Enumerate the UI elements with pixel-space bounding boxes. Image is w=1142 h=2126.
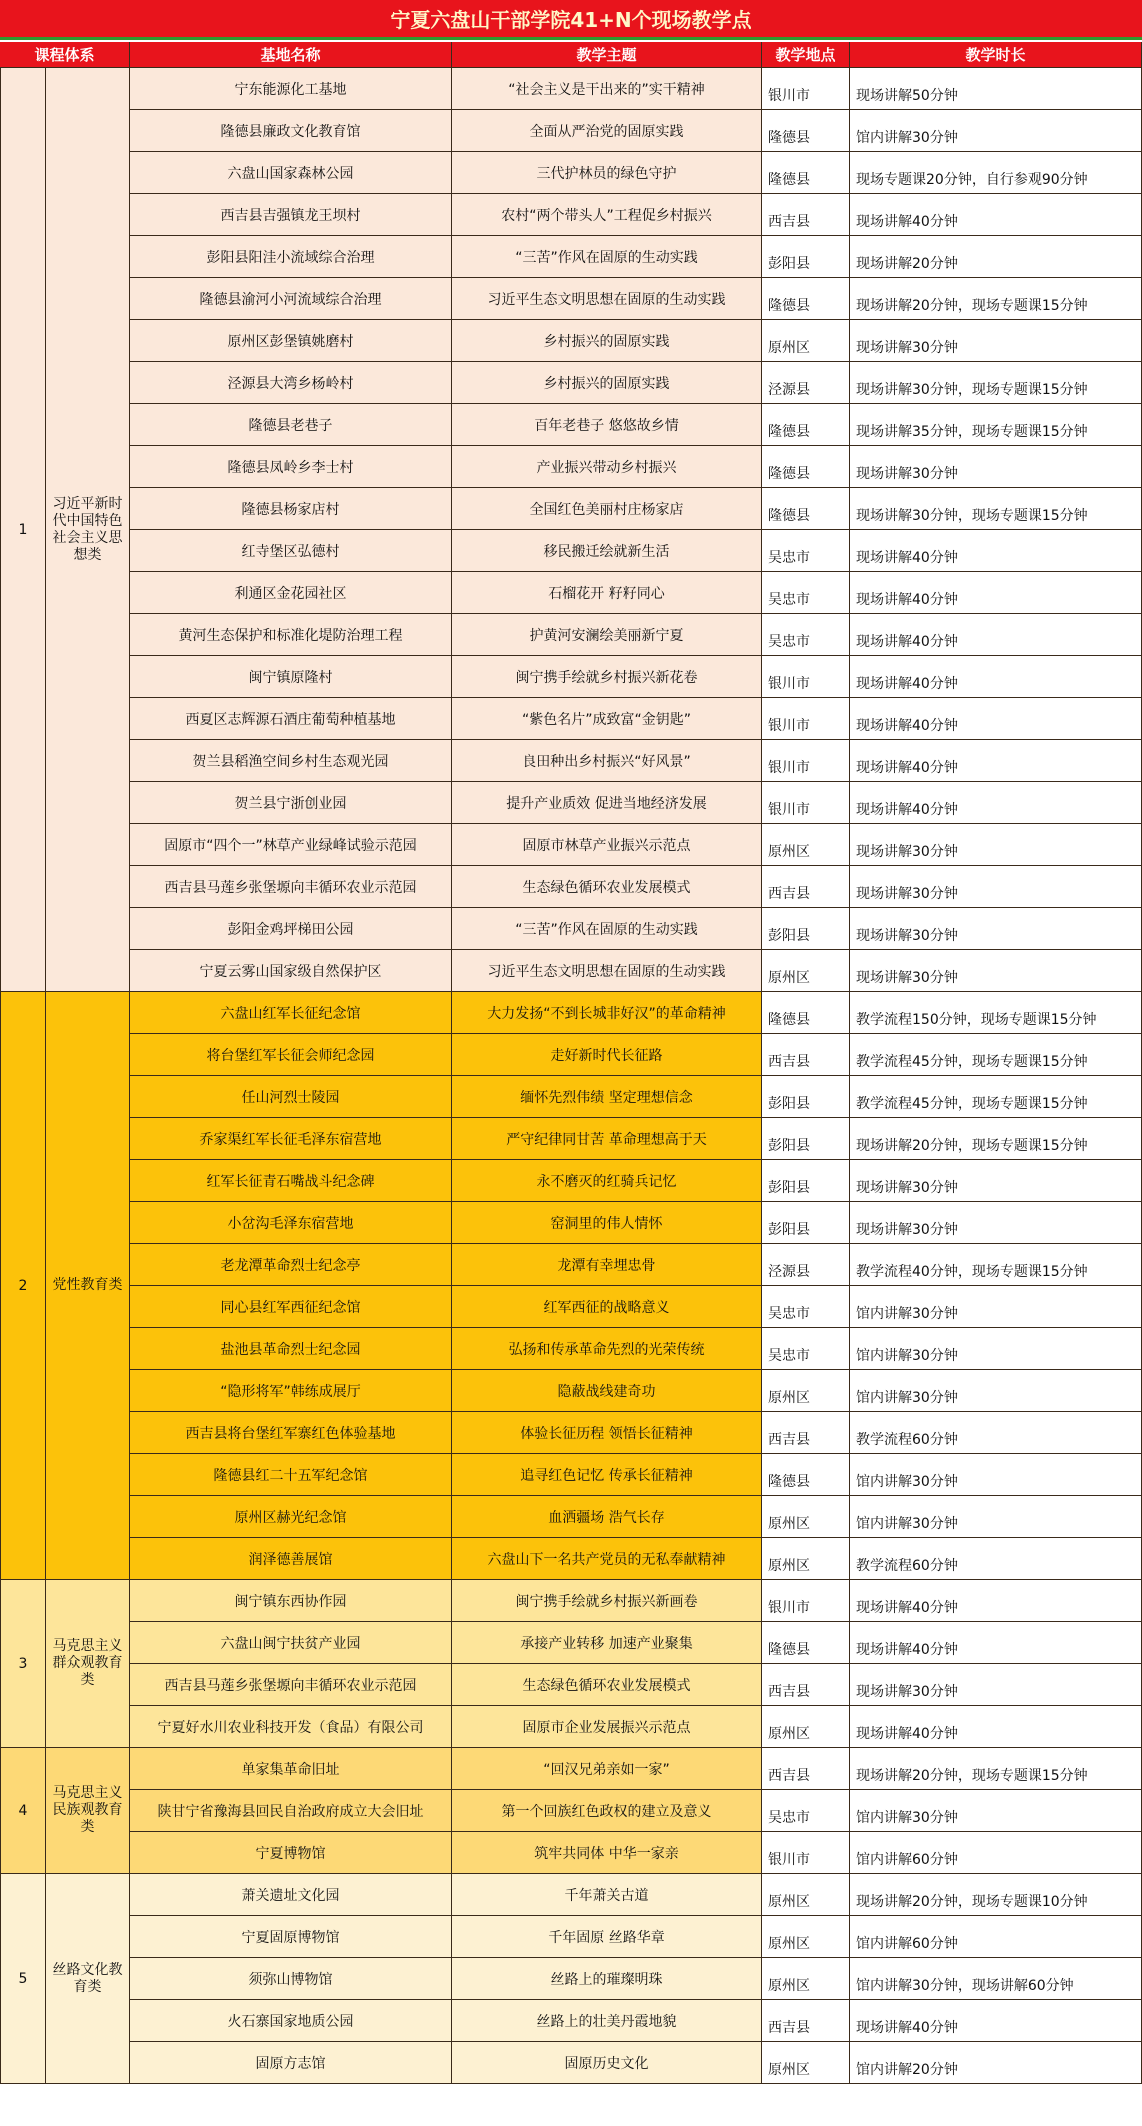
base-name-cell: 宁夏好水川农业科技开发（食品）有限公司: [130, 1706, 452, 1748]
base-name-cell: 宁夏固原博物馆: [130, 1916, 452, 1958]
category-name: 党性教育类: [46, 992, 130, 1580]
location-cell: 吴忠市: [762, 530, 850, 572]
location-cell: 隆德县: [762, 404, 850, 446]
category-name: 丝路文化教育类: [46, 1874, 130, 2084]
theme-cell: 走好新时代长征路: [452, 1034, 762, 1076]
duration-cell: 教学流程45分钟，现场专题课15分钟: [850, 1076, 1142, 1118]
duration-cell: 馆内讲解30分钟，现场讲解60分钟: [850, 1958, 1142, 2000]
duration-cell: 馆内讲解30分钟: [850, 1496, 1142, 1538]
location-cell: 原州区: [762, 1916, 850, 1958]
theme-cell: 全国红色美丽村庄杨家店: [452, 488, 762, 530]
base-name-cell: 贺兰县稻渔空间乡村生态观光园: [130, 740, 452, 782]
duration-cell: 馆内讲解20分钟: [850, 2042, 1142, 2084]
theme-cell: 第一个回族红色政权的建立及意义: [452, 1790, 762, 1832]
location-cell: 银川市: [762, 1832, 850, 1874]
location-cell: 银川市: [762, 1580, 850, 1622]
theme-cell: 习近平生态文明思想在固原的生动实践: [452, 278, 762, 320]
theme-cell: 红军西征的战略意义: [452, 1286, 762, 1328]
base-name-cell: 闽宁镇原隆村: [130, 656, 452, 698]
location-cell: 吴忠市: [762, 1286, 850, 1328]
theme-cell: “三苦”作风在固原的生动实践: [452, 908, 762, 950]
base-name-cell: 泾源县大湾乡杨岭村: [130, 362, 452, 404]
location-cell: 原州区: [762, 1370, 850, 1412]
location-cell: 西吉县: [762, 1412, 850, 1454]
theme-cell: 丝路上的璀璨明珠: [452, 1958, 762, 2000]
base-name-cell: 西吉县吉强镇龙王坝村: [130, 194, 452, 236]
category-name: 习近平新时代中国特色社会主义思想类: [46, 68, 130, 992]
duration-cell: 现场讲解40分钟: [850, 656, 1142, 698]
theme-cell: 乡村振兴的固原实践: [452, 320, 762, 362]
base-name-cell: 隆德县廉政文化教育馆: [130, 110, 452, 152]
theme-cell: 固原市林草产业振兴示范点: [452, 824, 762, 866]
base-name-cell: 原州区赫光纪念馆: [130, 1496, 452, 1538]
theme-cell: 龙潭有幸埋忠骨: [452, 1244, 762, 1286]
duration-cell: 馆内讲解30分钟: [850, 1370, 1142, 1412]
duration-cell: 现场讲解20分钟，现场专题课15分钟: [850, 1748, 1142, 1790]
location-cell: 吴忠市: [762, 1790, 850, 1832]
header-teaching-location: 教学地点: [762, 42, 850, 68]
theme-cell: 良田种出乡村振兴“好风景”: [452, 740, 762, 782]
theme-cell: 产业振兴带动乡村振兴: [452, 446, 762, 488]
duration-cell: 现场讲解20分钟: [850, 236, 1142, 278]
base-name-cell: 隆德县红二十五军纪念馆: [130, 1454, 452, 1496]
base-name-cell: 六盘山闽宁扶贫产业园: [130, 1622, 452, 1664]
base-name-cell: 西吉县将台堡红军寨红色体验基地: [130, 1412, 452, 1454]
location-cell: 银川市: [762, 68, 850, 110]
location-cell: 原州区: [762, 824, 850, 866]
duration-cell: 现场讲解40分钟: [850, 2000, 1142, 2042]
duration-cell: 现场讲解30分钟: [850, 950, 1142, 992]
base-name-cell: 小岔沟毛泽东宿营地: [130, 1202, 452, 1244]
category-number: 5: [0, 1874, 46, 2084]
header-teaching-duration: 教学时长: [850, 42, 1142, 68]
duration-cell: 现场讲解20分钟，现场专题课15分钟: [850, 1118, 1142, 1160]
theme-cell: 固原市企业发展振兴示范点: [452, 1706, 762, 1748]
duration-cell: 教学流程60分钟: [850, 1538, 1142, 1580]
location-cell: 西吉县: [762, 866, 850, 908]
theme-cell: 血洒疆场 浩气长存: [452, 1496, 762, 1538]
location-cell: 隆德县: [762, 1454, 850, 1496]
theme-cell: 永不磨灭的红骑兵记忆: [452, 1160, 762, 1202]
page-title: 宁夏六盘山干部学院41+N个现场教学点: [0, 0, 1142, 40]
duration-cell: 现场讲解40分钟: [850, 1580, 1142, 1622]
theme-cell: 千年固原 丝路华章: [452, 1916, 762, 1958]
duration-cell: 现场讲解40分钟: [850, 1706, 1142, 1748]
location-cell: 隆德县: [762, 152, 850, 194]
base-name-cell: 同心县红军西征纪念馆: [130, 1286, 452, 1328]
location-cell: 彭阳县: [762, 1202, 850, 1244]
base-name-cell: 西夏区志辉源石酒庄葡萄种植基地: [130, 698, 452, 740]
theme-cell: 大力发扬“不到长城非好汉”的革命精神: [452, 992, 762, 1034]
theme-cell: 丝路上的壮美丹霞地貌: [452, 2000, 762, 2042]
base-name-cell: 须弥山博物馆: [130, 1958, 452, 2000]
base-name-cell: 西吉县马莲乡张堡塬向丰循环农业示范园: [130, 1664, 452, 1706]
duration-cell: 现场讲解30分钟: [850, 908, 1142, 950]
base-name-cell: 隆德县渝河小河流域综合治理: [130, 278, 452, 320]
theme-cell: 三代护林员的绿色守护: [452, 152, 762, 194]
theme-cell: 严守纪律同甘苦 革命理想高于天: [452, 1118, 762, 1160]
category-number: 4: [0, 1748, 46, 1874]
theme-cell: 筑牢共同体 中华一家亲: [452, 1832, 762, 1874]
theme-cell: 百年老巷子 悠悠故乡情: [452, 404, 762, 446]
duration-cell: 现场专题课20分钟，自行参观90分钟: [850, 152, 1142, 194]
duration-cell: 馆内讲解30分钟: [850, 1286, 1142, 1328]
theme-cell: “回汉兄弟亲如一家”: [452, 1748, 762, 1790]
base-name-cell: 萧关遗址文化园: [130, 1874, 452, 1916]
base-name-cell: 隆德县老巷子: [130, 404, 452, 446]
duration-cell: 现场讲解30分钟: [850, 1664, 1142, 1706]
duration-cell: 馆内讲解30分钟: [850, 110, 1142, 152]
location-cell: 原州区: [762, 320, 850, 362]
theme-cell: “社会主义是干出来的”实干精神: [452, 68, 762, 110]
base-name-cell: 利通区金花园社区: [130, 572, 452, 614]
theme-cell: 习近平生态文明思想在固原的生动实践: [452, 950, 762, 992]
category-number: 1: [0, 68, 46, 992]
duration-cell: 现场讲解30分钟: [850, 320, 1142, 362]
theme-cell: 六盘山下一名共产党员的无私奉献精神: [452, 1538, 762, 1580]
theme-cell: 追寻红色记忆 传承长征精神: [452, 1454, 762, 1496]
base-name-cell: 原州区彭堡镇姚磨村: [130, 320, 452, 362]
duration-cell: 现场讲解40分钟: [850, 782, 1142, 824]
base-name-cell: 单家集革命旧址: [130, 1748, 452, 1790]
location-cell: 隆德县: [762, 446, 850, 488]
base-name-cell: 宁夏云雾山国家级自然保护区: [130, 950, 452, 992]
category-name: 马克思主义群众观教育类: [46, 1580, 130, 1748]
theme-cell: 弘扬和传承革命先烈的光荣传统: [452, 1328, 762, 1370]
base-name-cell: 隆德县凤岭乡李士村: [130, 446, 452, 488]
location-cell: 吴忠市: [762, 572, 850, 614]
location-cell: 隆德县: [762, 278, 850, 320]
location-cell: 银川市: [762, 656, 850, 698]
location-cell: 吴忠市: [762, 614, 850, 656]
theme-cell: 提升产业质效 促进当地经济发展: [452, 782, 762, 824]
duration-cell: 现场讲解40分钟: [850, 740, 1142, 782]
theme-cell: 闽宁携手绘就乡村振兴新花卷: [452, 656, 762, 698]
duration-cell: 现场讲解20分钟，现场专题课15分钟: [850, 278, 1142, 320]
base-name-cell: 盐池县革命烈士纪念园: [130, 1328, 452, 1370]
location-cell: 银川市: [762, 740, 850, 782]
theme-cell: 农村“两个带头人”工程促乡村振兴: [452, 194, 762, 236]
base-name-cell: 六盘山国家森林公园: [130, 152, 452, 194]
location-cell: 西吉县: [762, 2000, 850, 2042]
base-name-cell: 贺兰县宁浙创业园: [130, 782, 452, 824]
duration-cell: 馆内讲解30分钟: [850, 1454, 1142, 1496]
location-cell: 泾源县: [762, 362, 850, 404]
duration-cell: 现场讲解20分钟，现场专题课10分钟: [850, 1874, 1142, 1916]
location-cell: 彭阳县: [762, 908, 850, 950]
location-cell: 彭阳县: [762, 1076, 850, 1118]
location-cell: 西吉县: [762, 194, 850, 236]
duration-cell: 现场讲解30分钟: [850, 824, 1142, 866]
teaching-sites-table: [0, 42, 1142, 2126]
header-base-name: 基地名称: [130, 42, 452, 68]
duration-cell: 现场讲解40分钟: [850, 572, 1142, 614]
base-name-cell: 彭阳县阳洼小流域综合治理: [130, 236, 452, 278]
base-name-cell: 宁夏博物馆: [130, 1832, 452, 1874]
duration-cell: 教学流程40分钟，现场专题课15分钟: [850, 1244, 1142, 1286]
category-number: 3: [0, 1580, 46, 1748]
base-name-cell: 红军长征青石嘴战斗纪念碑: [130, 1160, 452, 1202]
location-cell: 原州区: [762, 1496, 850, 1538]
duration-cell: 现场讲解40分钟: [850, 614, 1142, 656]
location-cell: 原州区: [762, 1706, 850, 1748]
location-cell: 银川市: [762, 782, 850, 824]
theme-cell: 缅怀先烈伟绩 坚定理想信念: [452, 1076, 762, 1118]
location-cell: 彭阳县: [762, 236, 850, 278]
duration-cell: 教学流程150分钟，现场专题课15分钟: [850, 992, 1142, 1034]
theme-cell: 窑洞里的伟人情怀: [452, 1202, 762, 1244]
duration-cell: 现场讲解30分钟: [850, 866, 1142, 908]
base-name-cell: 彭阳金鸡坪梯田公园: [130, 908, 452, 950]
theme-cell: 闽宁携手绘就乡村振兴新画卷: [452, 1580, 762, 1622]
location-cell: 原州区: [762, 2042, 850, 2084]
duration-cell: 现场讲解40分钟: [850, 698, 1142, 740]
location-cell: 西吉县: [762, 1748, 850, 1790]
base-name-cell: 六盘山红军长征纪念馆: [130, 992, 452, 1034]
base-name-cell: 火石寨国家地质公园: [130, 2000, 452, 2042]
base-name-cell: 陕甘宁省豫海县回民自治政府成立大会旧址: [130, 1790, 452, 1832]
theme-cell: 石榴花开 籽籽同心: [452, 572, 762, 614]
duration-cell: 馆内讲解30分钟: [850, 1328, 1142, 1370]
duration-cell: 现场讲解30分钟: [850, 446, 1142, 488]
theme-cell: 千年萧关古道: [452, 1874, 762, 1916]
base-name-cell: 固原方志馆: [130, 2042, 452, 2084]
theme-cell: 护黄河安澜绘美丽新宁夏: [452, 614, 762, 656]
duration-cell: 现场讲解50分钟: [850, 68, 1142, 110]
header-teaching-theme: 教学主题: [452, 42, 762, 68]
location-cell: 原州区: [762, 950, 850, 992]
duration-cell: 现场讲解35分钟，现场专题课15分钟: [850, 404, 1142, 446]
location-cell: 西吉县: [762, 1034, 850, 1076]
category-name: 马克思主义民族观教育类: [46, 1748, 130, 1874]
base-name-cell: 老龙潭革命烈士纪念亭: [130, 1244, 452, 1286]
theme-cell: 生态绿色循环农业发展模式: [452, 1664, 762, 1706]
duration-cell: 现场讲解30分钟: [850, 1202, 1142, 1244]
theme-cell: 移民搬迁绘就新生活: [452, 530, 762, 572]
duration-cell: 教学流程45分钟，现场专题课15分钟: [850, 1034, 1142, 1076]
location-cell: 原州区: [762, 1958, 850, 2000]
base-name-cell: 润泽德善展馆: [130, 1538, 452, 1580]
location-cell: 银川市: [762, 698, 850, 740]
theme-cell: 体验长征历程 领悟长征精神: [452, 1412, 762, 1454]
theme-cell: 隐蔽战线建奇功: [452, 1370, 762, 1412]
theme-cell: “紫色名片”成致富“金钥匙”: [452, 698, 762, 740]
theme-cell: 生态绿色循环农业发展模式: [452, 866, 762, 908]
base-name-cell: 闽宁镇东西协作园: [130, 1580, 452, 1622]
header-course-system: 课程体系: [0, 42, 130, 68]
theme-cell: “三苦”作风在固原的生动实践: [452, 236, 762, 278]
location-cell: 吴忠市: [762, 1328, 850, 1370]
duration-cell: 现场讲解30分钟，现场专题课15分钟: [850, 362, 1142, 404]
category-number: 2: [0, 992, 46, 1580]
base-name-cell: 将台堡红军长征会师纪念园: [130, 1034, 452, 1076]
duration-cell: 现场讲解30分钟，现场专题课15分钟: [850, 488, 1142, 530]
theme-cell: 固原历史文化: [452, 2042, 762, 2084]
base-name-cell: 红寺堡区弘德村: [130, 530, 452, 572]
location-cell: 原州区: [762, 1874, 850, 1916]
duration-cell: 教学流程60分钟: [850, 1412, 1142, 1454]
duration-cell: 馆内讲解30分钟: [850, 1790, 1142, 1832]
location-cell: 泾源县: [762, 1244, 850, 1286]
location-cell: 西吉县: [762, 1664, 850, 1706]
base-name-cell: 黄河生态保护和标准化堤防治理工程: [130, 614, 452, 656]
theme-cell: 承接产业转移 加速产业聚集: [452, 1622, 762, 1664]
base-name-cell: “隐形将军”韩练成展厅: [130, 1370, 452, 1412]
base-name-cell: 西吉县马莲乡张堡塬向丰循环农业示范园: [130, 866, 452, 908]
location-cell: 隆德县: [762, 992, 850, 1034]
location-cell: 隆德县: [762, 488, 850, 530]
base-name-cell: 固原市“四个一”林草产业绿峰试验示范园: [130, 824, 452, 866]
duration-cell: 馆内讲解60分钟: [850, 1916, 1142, 1958]
duration-cell: 现场讲解40分钟: [850, 1622, 1142, 1664]
duration-cell: 现场讲解40分钟: [850, 530, 1142, 572]
location-cell: 彭阳县: [762, 1118, 850, 1160]
theme-cell: 乡村振兴的固原实践: [452, 362, 762, 404]
duration-cell: 现场讲解40分钟: [850, 194, 1142, 236]
location-cell: 彭阳县: [762, 1160, 850, 1202]
location-cell: 隆德县: [762, 110, 850, 152]
duration-cell: 现场讲解30分钟: [850, 1160, 1142, 1202]
base-name-cell: 乔家渠红军长征毛泽东宿营地: [130, 1118, 452, 1160]
location-cell: 原州区: [762, 1538, 850, 1580]
duration-cell: 馆内讲解60分钟: [850, 1832, 1142, 1874]
base-name-cell: 隆德县杨家店村: [130, 488, 452, 530]
location-cell: 隆德县: [762, 1622, 850, 1664]
base-name-cell: 任山河烈士陵园: [130, 1076, 452, 1118]
theme-cell: 全面从严治党的固原实践: [452, 110, 762, 152]
base-name-cell: 宁东能源化工基地: [130, 68, 452, 110]
